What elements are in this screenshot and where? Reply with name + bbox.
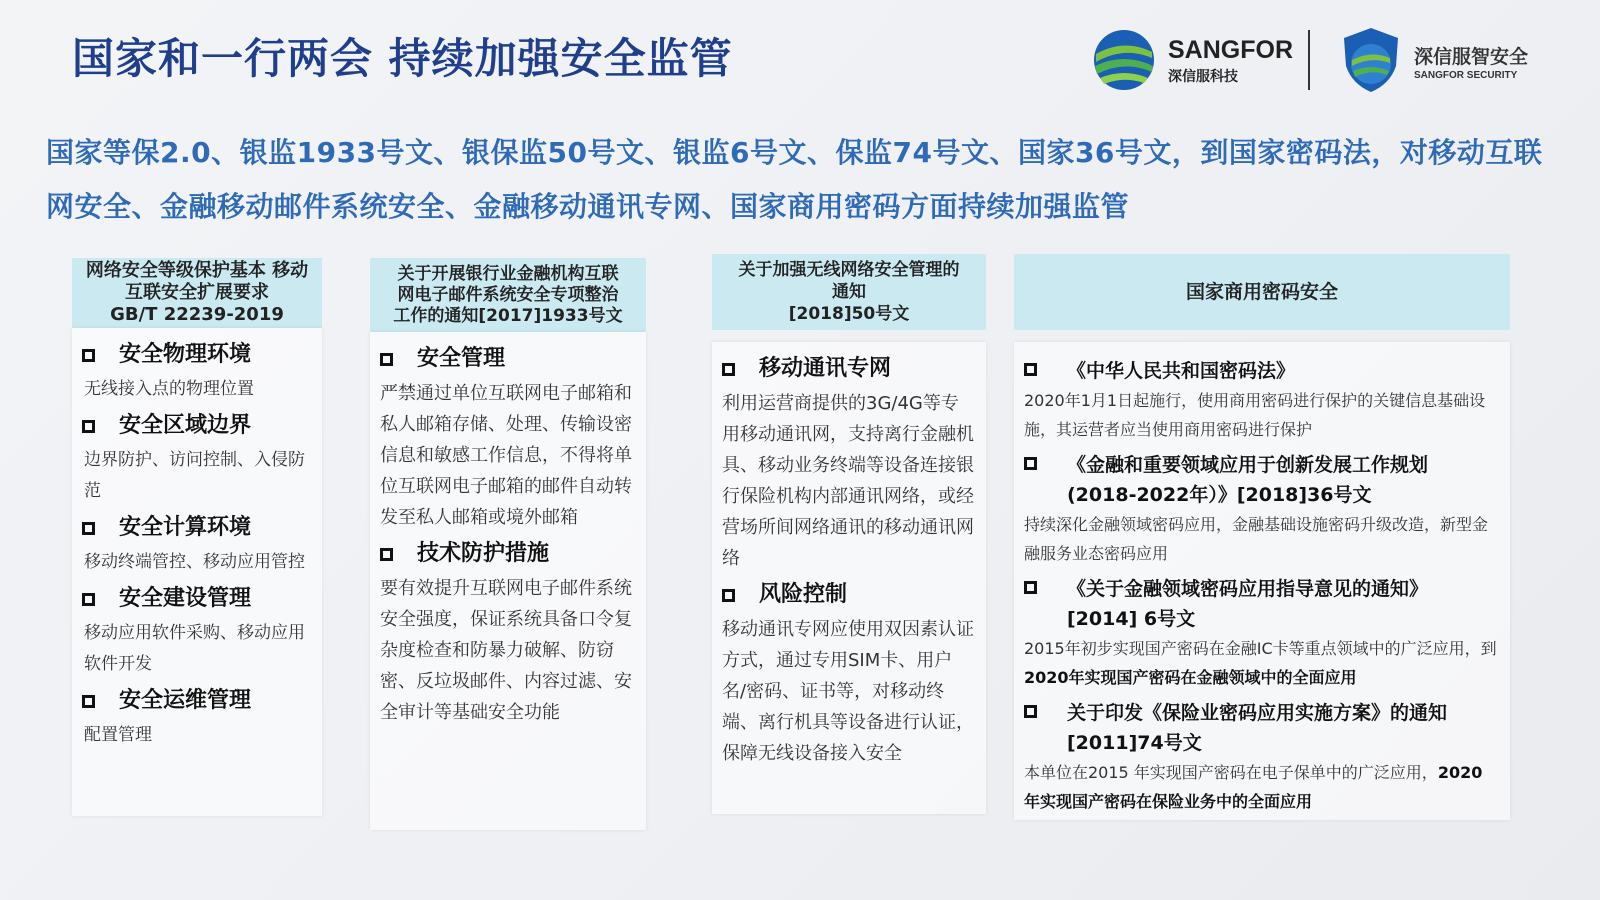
section-text-normal: 2015年初步实现国产密码在金融IC卡等重点领域中的广泛应用，到 bbox=[1024, 639, 1497, 658]
square-bullet-icon bbox=[82, 522, 95, 535]
section-text bbox=[1024, 510, 1500, 568]
section-heading bbox=[1024, 450, 1500, 510]
header-line: 网电子邮件系统安全专项整治 bbox=[397, 284, 619, 305]
square-bullet-icon bbox=[380, 548, 393, 561]
column-body bbox=[712, 342, 986, 814]
square-bullet-icon bbox=[380, 353, 393, 366]
column-body bbox=[1014, 342, 1510, 820]
section-heading bbox=[722, 578, 976, 612]
section-text-bold: 2020 年实现国产密码在保险业务中的全面应用 bbox=[1024, 763, 1483, 811]
section-heading bbox=[82, 409, 312, 443]
column-email-security bbox=[370, 258, 646, 830]
section-heading bbox=[82, 338, 312, 372]
header-line: [2018]50号文 bbox=[788, 304, 910, 324]
brand-name-cn: 深信服科技 bbox=[1168, 69, 1238, 85]
section-text-normal: 持续深化金融领域密码应用，金融基础设施密码升级改造，新型金融服务业态密码应用 bbox=[1024, 515, 1489, 563]
column-wireless-security bbox=[712, 254, 986, 814]
header-line: 关于加强无线网络安全管理的 bbox=[738, 260, 960, 280]
security-shield-logo-icon bbox=[1340, 26, 1402, 94]
square-bullet-icon bbox=[1024, 363, 1037, 376]
logo-divider bbox=[1308, 30, 1310, 90]
summary-text: 国家等保2.0、银监1933号文、银保监50号文、银监6号文、保监74号文、国家36号文，到国家密码法，对移动互联网安全、金融移动邮件系统安全、金融移动通讯专网、国家商用密码方面持续加强监管 bbox=[46, 136, 1543, 223]
header-line: 工作的通知[2017]1933号文 bbox=[393, 305, 623, 326]
section-title: 安全物理环境 bbox=[119, 342, 252, 367]
square-bullet-icon bbox=[722, 589, 735, 602]
section-title: 《金融和重要领域应用于创新发展工作规划 (2018-2022年）》[2018]36号文 bbox=[1067, 454, 1429, 506]
header-line: GB/T 22239-2019 bbox=[110, 304, 284, 325]
column-header bbox=[370, 258, 646, 332]
section-title: 安全计算环境 bbox=[119, 515, 252, 540]
section-text: 利用运营商提供的3G/4G等专用移动通讯网，支持离行金融机具、移动业务终端等设备连接银行保险机构内部通讯网络，或经营场所间网络通讯的移动通讯网络 bbox=[722, 393, 974, 569]
section-text: 移动应用软件采购、移动应用软件开发 bbox=[84, 623, 305, 674]
section-text-normal: 2020年1月1日起施行，使用商用密码进行保护的关键信息基础设施，其运营者应当使用商用密码进行保护 bbox=[1024, 391, 1486, 439]
section-heading bbox=[82, 511, 312, 545]
square-bullet-icon bbox=[1024, 581, 1037, 594]
section-text: 移动通讯专网应使用双因素认证方式，通过专用SIM卡、用户名/密码、证书等，对移动终端、离行机具等设备进行认证，保障无线设备接入安全 bbox=[722, 619, 974, 764]
sangfor-globe-logo-icon bbox=[1092, 28, 1156, 92]
square-bullet-icon bbox=[722, 363, 735, 376]
section-title: 技术防护措施 bbox=[417, 541, 550, 566]
page-title: 国家和一行两会 持续加强安全监管 bbox=[72, 34, 733, 83]
column-header: 国家商用密码安全 bbox=[1014, 254, 1510, 330]
brand2-name-en: SANGFOR SECURITY bbox=[1414, 70, 1518, 81]
section-title: 安全运维管理 bbox=[119, 688, 252, 713]
brand2-name-cn: 深信服智安全 bbox=[1414, 46, 1529, 68]
square-bullet-icon bbox=[1024, 457, 1037, 470]
section-title: 安全建设管理 bbox=[119, 586, 252, 611]
section-heading bbox=[1024, 698, 1500, 758]
section-text-bold: 2020年实现国产密码在金融领域中的全面应用 bbox=[1024, 668, 1357, 687]
square-bullet-icon bbox=[82, 695, 95, 708]
section-text: 严禁通过单位互联网电子邮箱和私人邮箱存储、处理、传输设密信息和敏感工作信息，不得将单位互联网电子邮箱的邮件自动转发至私人邮箱或境外邮箱 bbox=[380, 383, 632, 528]
section-text: 边界防护、访问控制、入侵防范 bbox=[84, 450, 305, 501]
logo-area bbox=[1092, 26, 1532, 94]
section-heading bbox=[82, 684, 312, 718]
section-heading bbox=[1024, 574, 1500, 634]
section-title: 《中华人民共和国密码法》 bbox=[1067, 360, 1296, 382]
section-heading bbox=[380, 537, 636, 571]
section-text: 配置管理 bbox=[84, 725, 152, 745]
section-text: 无线接入点的物理位置 bbox=[84, 379, 254, 399]
section-text-normal: 本单位在2015 年实现国产密码在电子保单中的广泛应用， bbox=[1024, 763, 1438, 782]
section-text bbox=[1024, 758, 1500, 816]
section-heading bbox=[1024, 356, 1500, 386]
column-header bbox=[72, 258, 322, 328]
square-bullet-icon bbox=[82, 593, 95, 606]
section-text bbox=[1024, 386, 1500, 444]
section-heading bbox=[82, 582, 312, 616]
section-text: 要有效提升互联网电子邮件系统安全强度，保证系统具备口令复杂度检查和防暴力破解、防窃密、反垃圾邮件、内容过滤、安全审计等基础安全功能 bbox=[380, 578, 632, 723]
square-bullet-icon bbox=[82, 420, 95, 433]
column-body bbox=[72, 328, 322, 816]
section-title: 风险控制 bbox=[759, 582, 848, 607]
square-bullet-icon bbox=[82, 349, 95, 362]
column-commercial-crypto bbox=[1014, 254, 1510, 820]
column-header bbox=[712, 254, 986, 330]
header-line: 关于开展银行业金融机构互联 bbox=[397, 263, 619, 284]
column-body bbox=[370, 332, 646, 830]
section-title: 《关于金融领域密码应用指导意见的通知》 [2014] 6号文 bbox=[1067, 578, 1429, 630]
header-line: 互联安全扩展要求 bbox=[124, 282, 269, 303]
header-line: 通知 bbox=[832, 282, 866, 302]
section-title: 移动通讯专网 bbox=[759, 356, 892, 381]
column-mlps bbox=[72, 258, 322, 816]
brand-name-en: SANGFOR bbox=[1168, 36, 1293, 64]
section-title: 安全管理 bbox=[417, 346, 506, 371]
section-title: 安全区域边界 bbox=[119, 413, 252, 438]
section-text bbox=[1024, 634, 1500, 692]
square-bullet-icon bbox=[1024, 705, 1037, 718]
section-heading bbox=[722, 352, 976, 386]
section-heading bbox=[380, 342, 636, 376]
section-title: 关于印发《保险业密码应用实施方案》的通知 [2011]74号文 bbox=[1067, 702, 1448, 754]
section-text: 移动终端管控、移动应用管控 bbox=[84, 552, 305, 572]
header-line: 网络安全等级保护基本 移动 bbox=[85, 260, 309, 281]
